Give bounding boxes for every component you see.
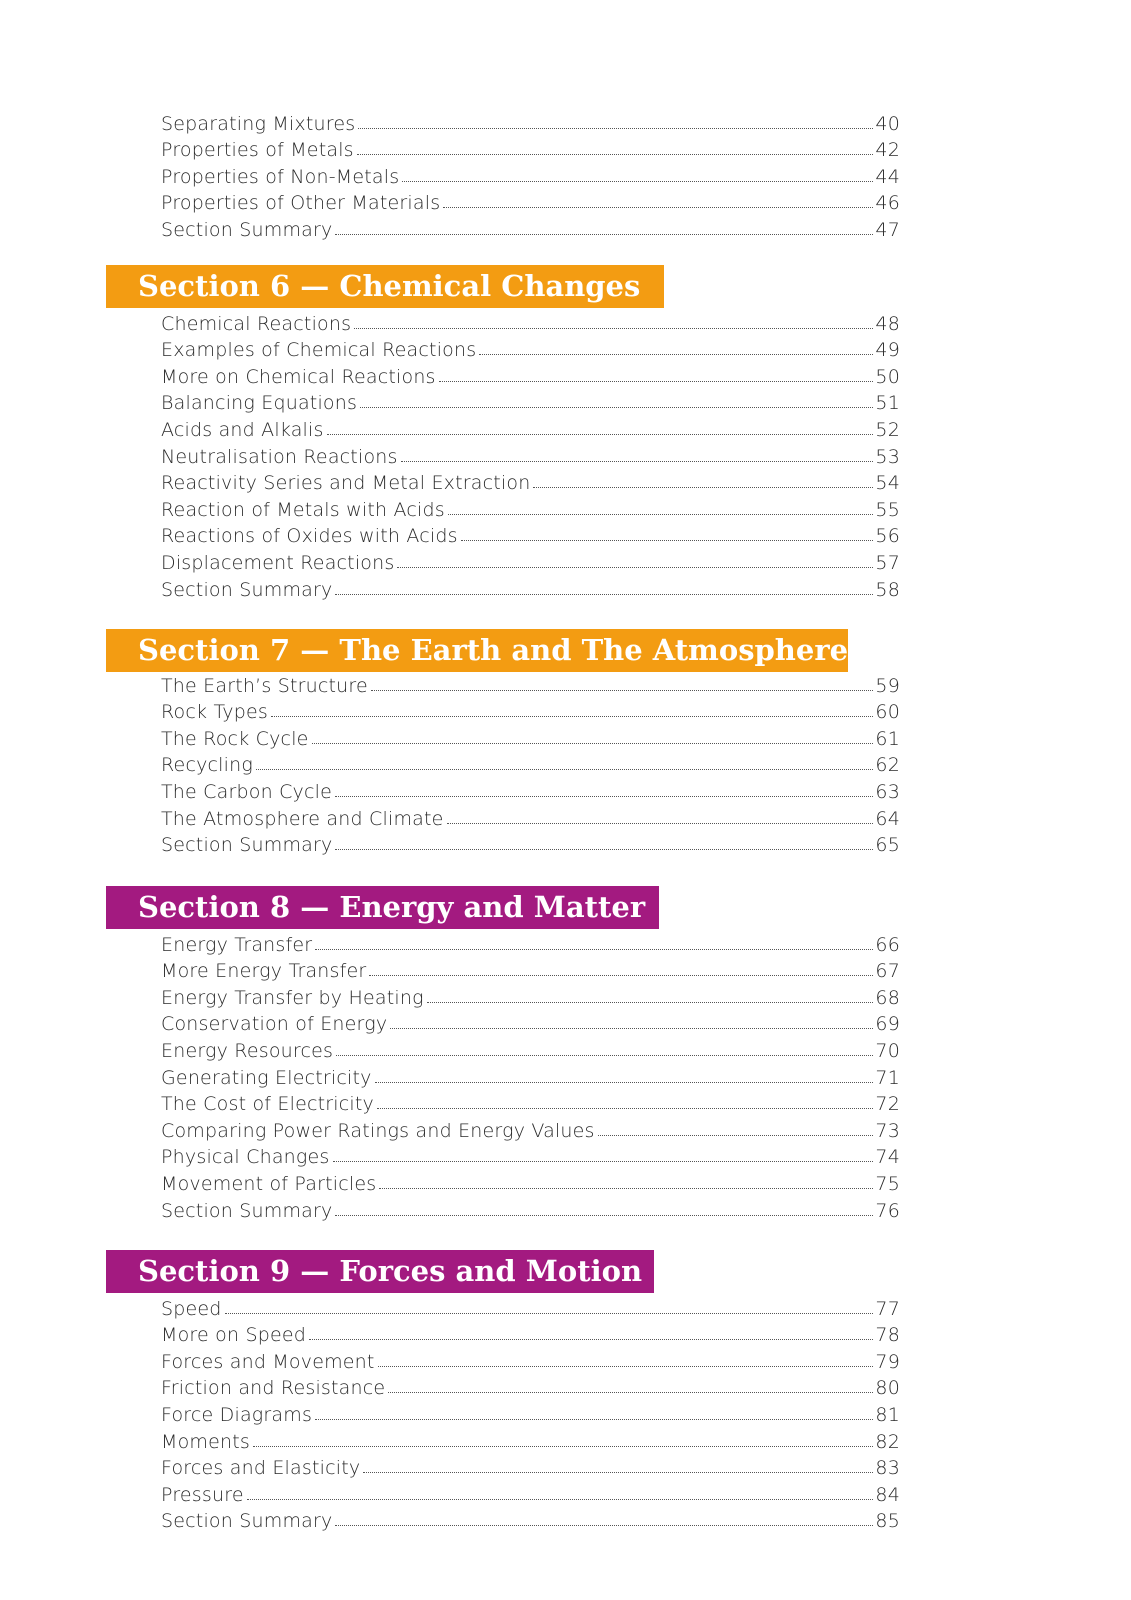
entry-title: Comparing Power Ratings and Energy Values [161, 1119, 595, 1142]
entry-title: Recycling [161, 754, 253, 777]
dot-leader [388, 1392, 873, 1393]
entry-page-number: 62 [875, 754, 900, 777]
dot-leader [225, 1313, 874, 1314]
dot-leader [427, 1002, 874, 1003]
section-entry-list [161, 1293, 900, 1532]
toc-entry[interactable] [161, 1479, 900, 1506]
entry-page-number: 47 [875, 218, 900, 241]
toc-entry[interactable] [161, 188, 900, 215]
entry-title: Properties of Other Materials [161, 192, 441, 215]
dot-leader [271, 716, 873, 717]
entry-page-number: 80 [875, 1377, 900, 1400]
dot-leader [379, 1188, 873, 1189]
toc-entry[interactable] [161, 1399, 900, 1426]
toc-entry[interactable] [161, 1089, 900, 1116]
entry-title: The Earth’s Structure [161, 674, 368, 697]
entry-page-number: 40 [875, 112, 900, 135]
dot-leader [335, 1215, 873, 1216]
dot-leader [357, 154, 874, 155]
dot-leader [377, 1108, 873, 1109]
dot-leader [439, 381, 874, 382]
toc-entry[interactable] [161, 956, 900, 983]
dot-leader [256, 769, 873, 770]
entry-page-number: 69 [875, 1013, 900, 1036]
entry-page-number: 56 [875, 525, 900, 548]
entry-page-number: 64 [875, 807, 900, 830]
toc-entry[interactable] [161, 161, 900, 188]
section-heading: Section 7 — The Earth and The Atmosphere [106, 629, 848, 672]
entry-page-number: 57 [875, 551, 900, 574]
dot-leader [479, 354, 873, 355]
dot-leader [312, 743, 874, 744]
toc-entry[interactable] [161, 574, 900, 601]
entry-page-number: 71 [875, 1066, 900, 1089]
entry-title: Section Summary [161, 1510, 333, 1533]
entry-title: Force Diagrams [161, 1403, 313, 1426]
toc-entry[interactable] [161, 1453, 900, 1480]
toc-entry[interactable] [161, 723, 900, 750]
entry-title: Movement of Particles [161, 1172, 377, 1195]
toc-entry[interactable] [161, 1115, 900, 1142]
toc-entry[interactable] [161, 1293, 900, 1320]
entry-title: Properties of Non-Metals [161, 165, 400, 188]
entry-page-number: 73 [875, 1119, 900, 1142]
entry-title: Moments [161, 1430, 251, 1453]
dot-leader [309, 1339, 873, 1340]
dot-leader [247, 1499, 874, 1500]
entry-page-number: 67 [875, 960, 900, 983]
entry-title: The Rock Cycle [161, 727, 309, 750]
entry-page-number: 72 [875, 1093, 900, 1116]
toc-entry[interactable] [161, 1168, 900, 1195]
toc-entry[interactable] [161, 335, 900, 362]
entry-page-number: 53 [875, 445, 900, 468]
dot-leader [354, 328, 873, 329]
entry-title: Forces and Movement [161, 1350, 375, 1373]
entry-title: Reactions of Oxides with Acids [161, 525, 458, 548]
entry-title: More on Speed [161, 1324, 307, 1347]
entry-page-number: 74 [875, 1146, 900, 1169]
entry-title: More on Chemical Reactions [161, 365, 436, 388]
toc-entry[interactable] [161, 776, 900, 803]
toc-entry[interactable] [161, 1320, 900, 1347]
entry-page-number: 55 [875, 498, 900, 521]
toc-entry[interactable] [161, 697, 900, 724]
entry-page-number: 52 [875, 418, 900, 441]
entry-title: Balancing Equations [161, 392, 358, 415]
entry-title: Energy Transfer by Heating [161, 986, 424, 1009]
entry-page-number: 60 [875, 701, 900, 724]
entry-title: Displacement Reactions [161, 551, 395, 574]
entry-title: Separating Mixtures [161, 112, 356, 135]
toc-entry[interactable] [161, 388, 900, 415]
entry-title: Section Summary [161, 834, 333, 857]
entry-title: Reaction of Metals with Acids [161, 498, 445, 521]
entry-title: The Atmosphere and Climate [161, 807, 444, 830]
toc-entry[interactable] [161, 929, 900, 956]
dot-leader [335, 234, 873, 235]
dot-leader [253, 1446, 873, 1447]
dot-leader [363, 1472, 873, 1473]
entry-title: Properties of Metals [161, 139, 354, 162]
toc-entry[interactable] [161, 1035, 900, 1062]
entry-page-number: 65 [875, 834, 900, 857]
section-entry-list [161, 670, 900, 856]
dot-leader [336, 1055, 873, 1056]
toc-entry[interactable] [161, 1142, 900, 1169]
entry-page-number: 68 [875, 986, 900, 1009]
entry-page-number: 61 [875, 727, 900, 750]
section-heading: Section 8 — Energy and Matter [106, 886, 659, 929]
toc-entry[interactable] [161, 750, 900, 777]
dot-leader [335, 849, 873, 850]
toc-entry[interactable] [161, 468, 900, 495]
section-entry-list [161, 929, 900, 1222]
entry-title: The Cost of Electricity [161, 1093, 374, 1116]
entry-title: Section Summary [161, 218, 333, 241]
entry-page-number: 70 [875, 1039, 900, 1062]
dot-leader [378, 1366, 874, 1367]
section-heading: Section 6 — Chemical Changes [106, 265, 664, 308]
dot-leader [443, 207, 873, 208]
entry-title: Friction and Resistance [161, 1377, 386, 1400]
dot-leader [461, 540, 874, 541]
dot-leader [333, 1161, 874, 1162]
toc-entry[interactable] [161, 1009, 900, 1036]
toc-entry[interactable] [161, 1062, 900, 1089]
entry-title: Speed [161, 1297, 222, 1320]
entry-page-number: 48 [875, 312, 900, 335]
entry-page-number: 58 [875, 578, 900, 601]
toc-entry[interactable] [161, 135, 900, 162]
entry-title: Chemical Reactions [161, 312, 352, 335]
entry-title: Neutralisation Reactions [161, 445, 398, 468]
toc-entry[interactable] [161, 670, 900, 697]
dot-leader [401, 461, 874, 462]
dot-leader [335, 1525, 873, 1526]
entry-page-number: 78 [875, 1324, 900, 1347]
entry-title: More Energy Transfer [161, 960, 367, 983]
dot-leader [369, 975, 873, 976]
entry-title: Rock Types [161, 701, 269, 724]
entry-title: Section Summary [161, 578, 333, 601]
entry-page-number: 59 [875, 674, 900, 697]
entry-page-number: 46 [875, 192, 900, 215]
entry-title: Conservation of Energy [161, 1013, 388, 1036]
entry-page-number: 51 [875, 392, 900, 415]
entry-title: Physical Changes [161, 1146, 330, 1169]
toc-entry[interactable] [161, 361, 900, 388]
entry-page-number: 42 [875, 139, 900, 162]
dot-leader [360, 407, 873, 408]
intro-entry-list [161, 108, 900, 241]
toc-entry[interactable] [161, 830, 900, 857]
dot-leader [315, 949, 873, 950]
dot-leader [533, 487, 873, 488]
dot-leader [327, 434, 874, 435]
entry-title: Examples of Chemical Reactions [161, 339, 477, 362]
dot-leader [598, 1135, 874, 1136]
toc-entry[interactable] [161, 521, 900, 548]
toc-entry[interactable] [161, 441, 900, 468]
entry-page-number: 49 [875, 339, 900, 362]
toc-entry[interactable] [161, 414, 900, 441]
entry-page-number: 44 [875, 165, 900, 188]
dot-leader [335, 796, 873, 797]
toc-entry[interactable] [161, 982, 900, 1009]
entry-page-number: 84 [875, 1483, 900, 1506]
dot-leader [448, 514, 874, 515]
dot-leader [375, 1082, 874, 1083]
section-heading: Section 9 — Forces and Motion [106, 1250, 654, 1293]
toc-entry[interactable] [161, 308, 900, 335]
entry-title: Section Summary [161, 1199, 333, 1222]
dot-leader [315, 1419, 873, 1420]
entry-page-number: 81 [875, 1403, 900, 1426]
entry-title: Forces and Elasticity [161, 1457, 361, 1480]
entry-page-number: 77 [875, 1297, 900, 1320]
entry-title: The Carbon Cycle [161, 780, 332, 803]
entry-page-number: 66 [875, 933, 900, 956]
entry-title: Generating Electricity [161, 1066, 372, 1089]
entry-page-number: 79 [875, 1350, 900, 1373]
dot-leader [397, 567, 873, 568]
entry-title: Acids and Alkalis [161, 418, 324, 441]
entry-page-number: 85 [875, 1510, 900, 1533]
entry-page-number: 54 [875, 472, 900, 495]
entry-page-number: 76 [875, 1199, 900, 1222]
entry-title: Pressure [161, 1483, 244, 1506]
toc-entry[interactable] [161, 1346, 900, 1373]
entry-page-number: 63 [875, 780, 900, 803]
entry-page-number: 50 [875, 365, 900, 388]
toc-entry[interactable] [161, 108, 900, 135]
dot-leader [371, 690, 874, 691]
dot-leader [358, 128, 873, 129]
entry-page-number: 83 [875, 1457, 900, 1480]
toc-entry[interactable] [161, 1426, 900, 1453]
entry-page-number: 82 [875, 1430, 900, 1453]
entry-page-number: 75 [875, 1172, 900, 1195]
toc-entry[interactable] [161, 494, 900, 521]
section-entry-list [161, 308, 900, 601]
toc-entry[interactable] [161, 1373, 900, 1400]
toc-entry[interactable] [161, 803, 900, 830]
entry-title: Energy Transfer [161, 933, 313, 956]
toc-entry[interactable] [161, 1195, 900, 1222]
dot-leader [402, 181, 873, 182]
toc-entry[interactable] [161, 1506, 900, 1533]
dot-leader [390, 1028, 873, 1029]
dot-leader [447, 823, 874, 824]
toc-entry[interactable] [161, 547, 900, 574]
dot-leader [335, 594, 873, 595]
entry-title: Energy Resources [161, 1039, 334, 1062]
toc-entry[interactable] [161, 214, 900, 241]
entry-title: Reactivity Series and Metal Extraction [161, 472, 531, 495]
